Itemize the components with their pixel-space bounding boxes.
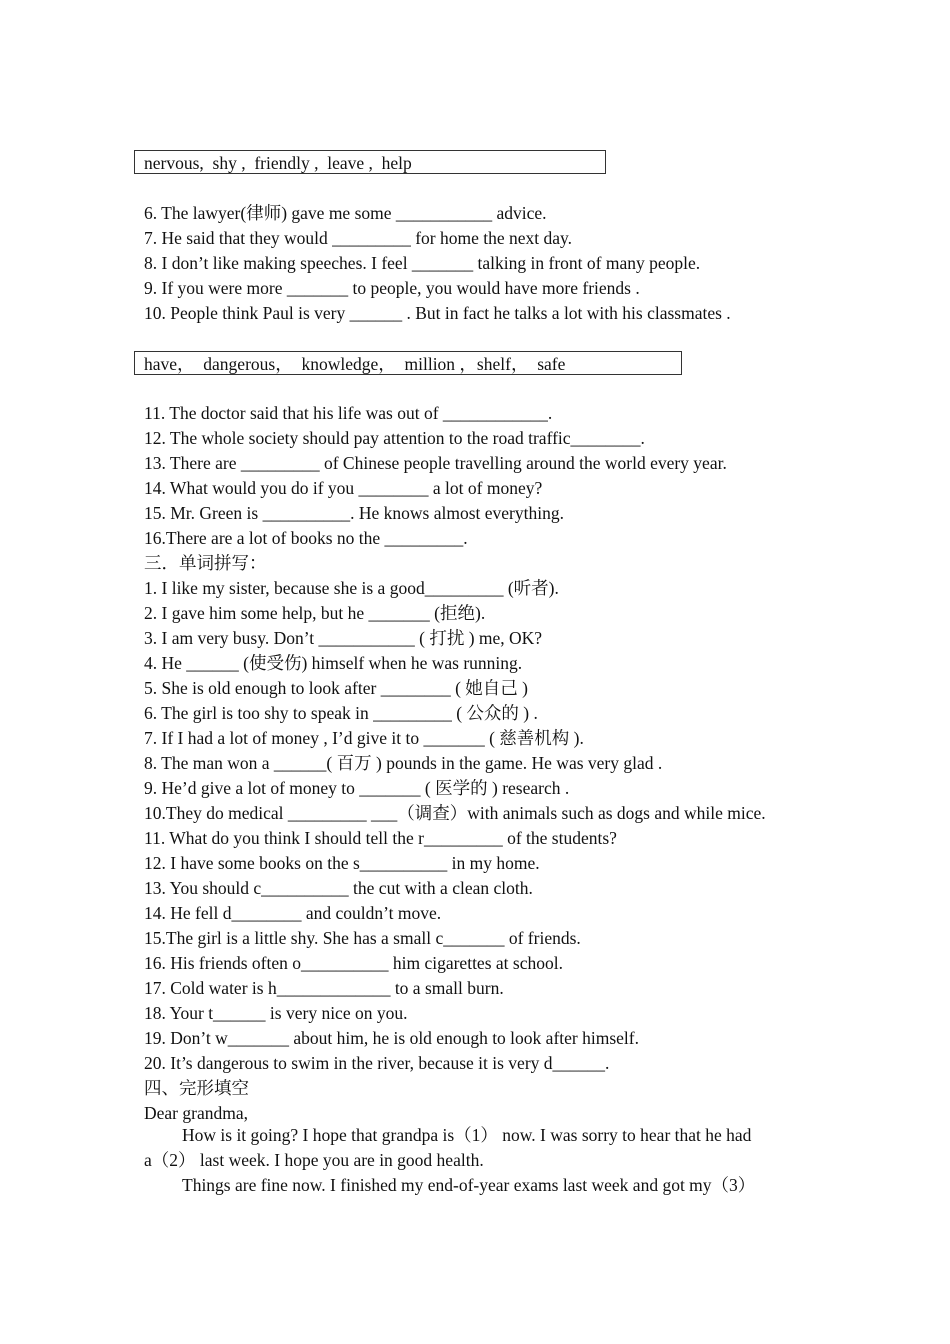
exercise-line: 8. I don’t like making speeches. I feel _______ talking in front of many people.	[144, 253, 701, 273]
exercise-line: 7. He said that they would _________ for home the next day.	[144, 228, 573, 248]
exercise-line: 10.They do medical _________ ___（调查）with animals such as dogs and while mice.	[144, 803, 766, 823]
exercise-line: 7. If I had a lot of money , I’d give it to _______ ( 慈善机构 ).	[144, 728, 584, 748]
exercise-line: 6. The lawyer(律师) gave me some ___________ advice.	[144, 203, 547, 223]
letter-paragraph-1-line-2: a（2） last week. I hope you are in good health.	[144, 1150, 484, 1170]
exercise-line: 10. People think Paul is very ______ . But in fact he talks a lot with his classmates .	[144, 303, 731, 323]
exercise-line: 19. Don’t w_______ about him, he is old enough to look after himself.	[144, 1028, 639, 1048]
exercise-line: 12. I have some books on the s__________ in my home.	[144, 853, 540, 873]
exercise-section-a	[144, 201, 824, 326]
exercise-line: 18. Your t______ is very nice on you.	[144, 1003, 408, 1023]
exercise-line: 14. He fell d________ and couldn’t move.	[144, 903, 442, 923]
letter-body	[144, 1123, 824, 1198]
letter-paragraph-2-line-1: Things are fine now. I finished my end-of-year exams last week and got my（3）	[182, 1175, 756, 1195]
exercise-line: 13. There are _________ of Chinese people travelling around the world every year.	[144, 453, 727, 473]
exercise-line: 16. His friends often o__________ him cigarettes at school.	[144, 953, 563, 973]
exercise-line: 9. If you were more _______ to people, you would have more friends .	[144, 278, 640, 298]
exercise-line: 5. She is old enough to look after ________ ( 她自己 )	[144, 678, 528, 698]
exercise-line: 15. Mr. Green is __________. He knows almost everything.	[144, 503, 564, 523]
exercise-line: 20. It’s dangerous to swim in the river, because it is very d______.	[144, 1053, 610, 1073]
exercise-line: 1. I like my sister, because she is a good_________ (听者).	[144, 578, 559, 598]
exercise-line: 17. Cold water is h_____________ to a small burn.	[144, 978, 504, 998]
exercise-line: 3. I am very busy. Don’t ___________ ( 打扰 ) me, OK?	[144, 628, 543, 648]
exercise-line: 15.The girl is a little shy. She has a small c_______ of friends.	[144, 928, 581, 948]
letter-paragraph-1-line-1: How is it going? I hope that grandpa is（1） now. I was sorry to hear that he had	[182, 1125, 752, 1145]
exercise-line: 8. The man won a ______( 百万 ) pounds in the game. He was very glad .	[144, 753, 663, 773]
letter-salutation: Dear grandma,	[144, 1103, 248, 1123]
exercise-line: 2. I gave him some help, but he _______ (拒绝).	[144, 603, 486, 623]
word-bank-box-2: have， dangerous， knowledge， million ，shelf， safe	[134, 351, 682, 375]
exercise-line: 4. He ______ (使受伤) himself when he was running.	[144, 653, 523, 673]
word-bank-box-1: nervous, shy , friendly , leave , help	[134, 150, 606, 174]
exercise-line: 11. The doctor said that his life was out of ____________.	[144, 403, 553, 423]
exercise-line: 14. What would you do if you ________ a lot of money?	[144, 478, 543, 498]
exercise-line: 6. The girl is too shy to speak in _________ ( 公众的 ) .	[144, 703, 538, 723]
exercise-line: 16.There are a lot of books no the _________.	[144, 528, 468, 548]
exercise-line: 9. He’d give a lot of money to _______ ( 医学的 ) research .	[144, 778, 570, 798]
section-heading-cloze: 四、完形填空	[144, 1078, 249, 1098]
exercise-line: 12. The whole society should pay attention to the road traffic________.	[144, 428, 645, 448]
section-heading-spelling: 三．单词拼写：	[144, 553, 267, 573]
exercise-line: 13. You should c__________ the cut with a clean cloth.	[144, 878, 533, 898]
exercise-section-b	[144, 401, 824, 1126]
exercise-line: 11. What do you think I should tell the r_________ of the students?	[144, 828, 617, 848]
